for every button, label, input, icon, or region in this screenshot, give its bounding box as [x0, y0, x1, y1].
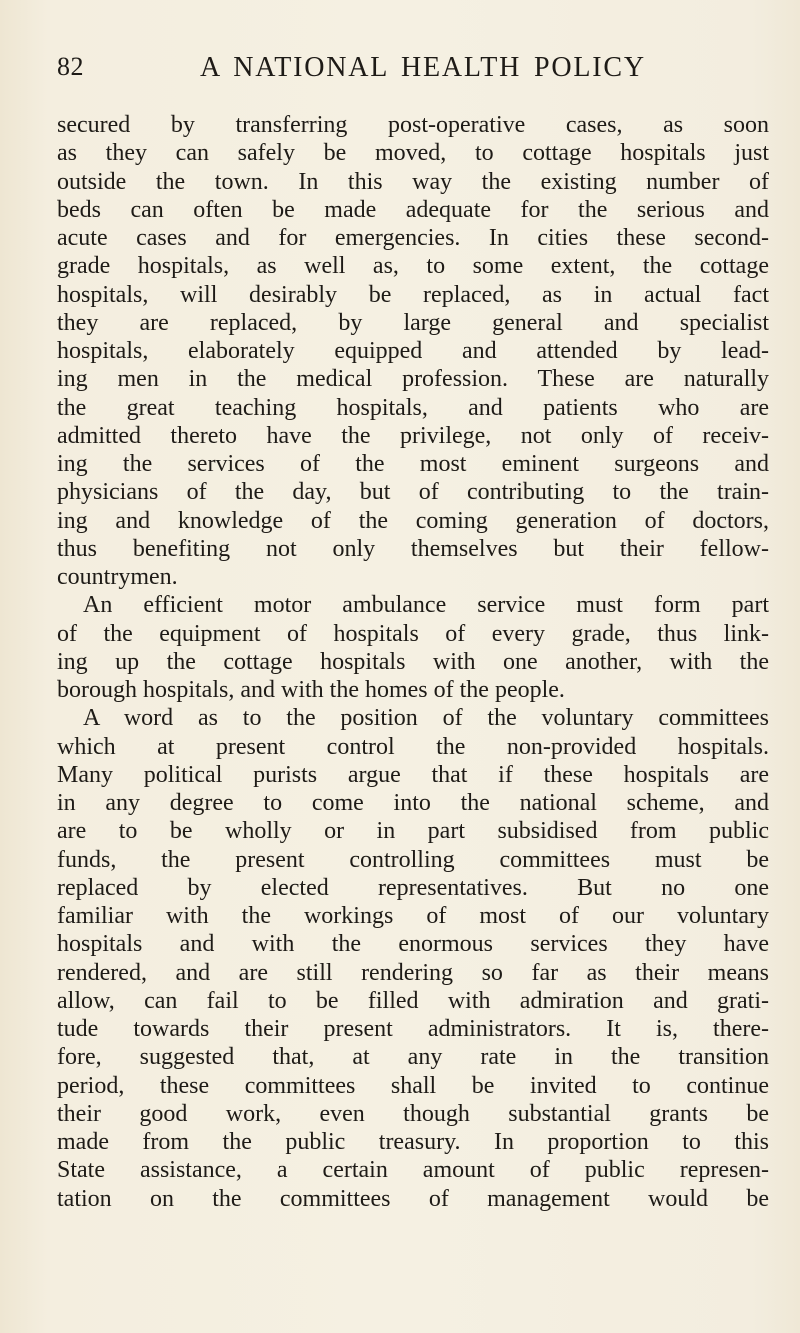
- body-text: [57, 111, 769, 1213]
- text-line: hospitals, elaborately equipped and attended by lead-: [57, 338, 769, 364]
- text-line: hospitals and with the enormous services they have: [57, 931, 769, 958]
- text-line: replaced by elected representatives. But no one: [57, 874, 769, 901]
- text-line: secured by transferring post-operative cases, as soon: [57, 112, 769, 138]
- text-line: familiar with the workings of most of our voluntary: [57, 903, 769, 929]
- text-line: outside the town. In this way the existing number of: [57, 168, 769, 195]
- text-line: of the equipment of hospitals of every grade, thus link-: [57, 620, 769, 647]
- text-line: admitted thereto have the privilege, not only of receiv-: [57, 422, 769, 449]
- text-line: acute cases and for emergencies. In cities these second-: [57, 225, 769, 251]
- text-line: A word as to the position of the voluntary committees: [83, 705, 769, 732]
- text-line: period, these committees shall be invited to continue: [57, 1072, 769, 1099]
- running-head: [57, 52, 777, 92]
- text-line: they are replaced, by large general and specialist: [57, 309, 769, 336]
- page-number: 82: [57, 52, 84, 81]
- text-line: ing the services of the most eminent surgeons and: [57, 451, 769, 477]
- text-line: hospitals, will desirably be replaced, as in actual fact: [57, 281, 769, 308]
- text-line: ing men in the medical profession. These are naturally: [57, 366, 769, 393]
- text-line: made from the public treasury. In proportion to this: [57, 1129, 769, 1155]
- text-line: An efficient motor ambulance service must form part: [83, 592, 769, 619]
- text-line: in any degree to come into the national scheme, and: [57, 790, 769, 816]
- text-line: as they can safely be moved, to cottage hospitals just: [57, 140, 769, 167]
- text-line: fore, suggested that, at any rate in the transition: [57, 1044, 769, 1071]
- text-line: their good work, even though substantial grants be: [57, 1100, 769, 1127]
- text-line: beds can often be made adequate for the serious and: [57, 196, 769, 223]
- text-line: countrymen.: [57, 564, 178, 590]
- text-line: funds, the present controlling committees must be: [57, 846, 769, 873]
- text-line: tation on the committees of management would be: [57, 1185, 769, 1212]
- text-line: grade hospitals, as well as, to some extent, the cottage: [57, 253, 769, 280]
- text-line: physicians of the day, but of contributing to the train-: [57, 479, 769, 506]
- text-line: State assistance, a certain amount of public represen-: [57, 1157, 769, 1184]
- text-line: ing up the cottage hospitals with one another, with the: [57, 648, 769, 675]
- text-line: thus benefiting not only themselves but their fellow-: [57, 535, 769, 562]
- text-line: which at present control the non-provided hospitals.: [57, 733, 769, 760]
- text-line: allow, can fail to be filled with admiration and grati-: [57, 987, 769, 1014]
- text-line: Many political purists argue that if these hospitals are: [57, 761, 769, 788]
- paragraph-voluntary-committees: [57, 704, 769, 1213]
- text-line: the great teaching hospitals, and patients who are: [57, 394, 769, 421]
- text-line: are to be wholly or in part subsidised from public: [57, 818, 769, 845]
- paragraph-hospital-organisation: [57, 111, 769, 591]
- paragraph-ambulance-service: [57, 591, 769, 704]
- text-line: rendered, and are still rendering so far as their means: [57, 959, 769, 986]
- text-line: ing and knowledge of the coming generation of doctors,: [57, 507, 769, 534]
- text-line: borough hospitals, and with the homes of the people.: [57, 677, 565, 703]
- running-title: A NATIONAL HEALTH POLICY: [200, 52, 646, 83]
- text-line: tude towards their present administrators. It is, there-: [57, 1016, 769, 1042]
